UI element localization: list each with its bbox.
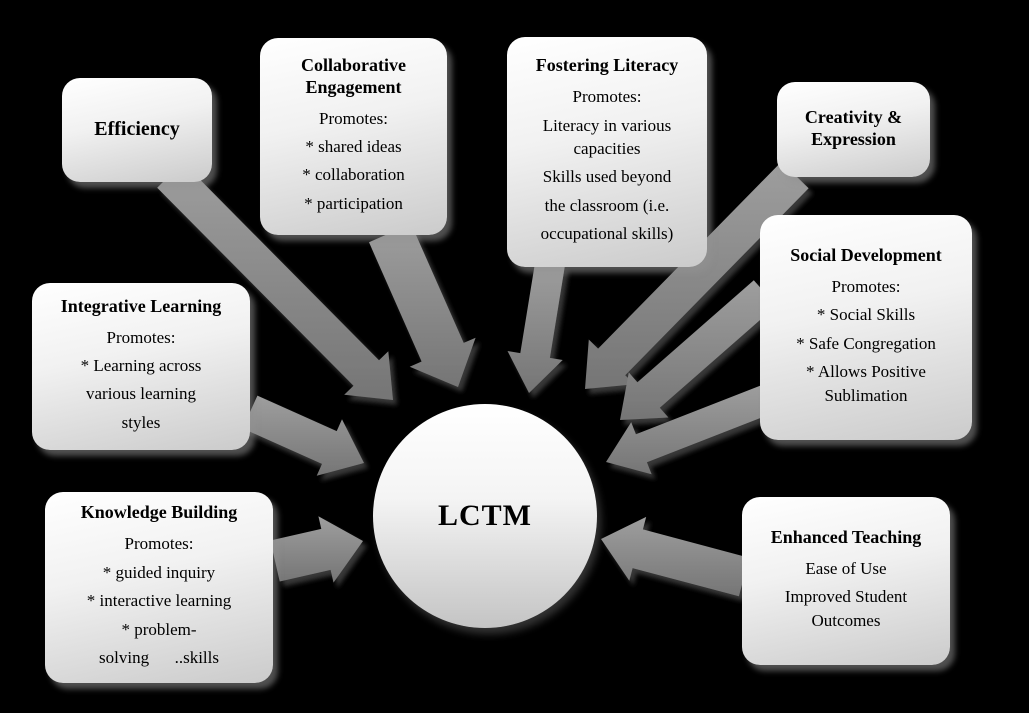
node-line: Skills used beyond bbox=[542, 167, 672, 187]
node-line: * shared ideas bbox=[305, 137, 402, 156]
node-title: Collaborative Engagement bbox=[301, 54, 406, 97]
node-enhanced-teaching bbox=[742, 497, 950, 665]
node-line: Improved Student Outcomes bbox=[784, 587, 908, 630]
node-lines bbox=[302, 102, 404, 221]
node-integrative-learning bbox=[32, 283, 250, 450]
node-title: Integrative Learning bbox=[60, 295, 222, 316]
central-node-label: LCTM bbox=[438, 499, 532, 532]
node-title: Creativity & Expression bbox=[804, 107, 903, 149]
node-title: Knowledge Building bbox=[80, 502, 238, 523]
node-line: * interactive learning bbox=[86, 591, 232, 611]
node-title: Enhanced Teaching bbox=[770, 526, 922, 547]
node-line: * problem- bbox=[121, 619, 197, 639]
node-lines bbox=[81, 321, 202, 440]
node-line: * Allows Positive Sublimation bbox=[806, 362, 926, 405]
node-line: various learning bbox=[86, 384, 196, 404]
node-line: Promotes: bbox=[124, 534, 194, 554]
node-line: * guided inquiry bbox=[102, 562, 216, 582]
arrow-from-knowledge-building bbox=[270, 516, 363, 582]
node-title: Efficiency bbox=[94, 118, 180, 141]
node-collaborative-engagement bbox=[260, 38, 447, 235]
node-line: styles bbox=[121, 412, 161, 432]
node-line: Promotes: bbox=[319, 108, 388, 128]
node-line: solving ..skills bbox=[99, 648, 219, 668]
node-line: Ease of Use bbox=[805, 558, 887, 578]
node-line: Promotes: bbox=[831, 276, 901, 296]
node-line: Promotes: bbox=[106, 327, 176, 347]
node-line: * Social Skills bbox=[816, 305, 916, 325]
node-lines bbox=[87, 527, 231, 674]
node-line: * participation bbox=[304, 193, 403, 213]
node-line: * Safe Congregation bbox=[796, 333, 936, 353]
node-lines bbox=[768, 270, 964, 412]
node-knowledge-building bbox=[45, 492, 273, 683]
node-social-development bbox=[760, 215, 972, 440]
node-line: * collaboration bbox=[302, 165, 405, 185]
arrow-from-integrative-learning bbox=[243, 396, 364, 476]
node-lines bbox=[515, 80, 699, 251]
node-title: Fostering Literacy bbox=[535, 55, 679, 76]
node-creativity-expression bbox=[777, 82, 930, 177]
node-title: Social Development bbox=[790, 244, 942, 265]
node-line: the classroom (i.e. bbox=[544, 195, 670, 215]
node-fostering-literacy bbox=[507, 37, 707, 267]
node-line: Literacy in various capacities bbox=[542, 115, 672, 159]
node-line: * Learning across bbox=[80, 356, 202, 376]
node-line: Promotes: bbox=[572, 87, 642, 107]
node-efficiency bbox=[62, 78, 212, 182]
node-line: occupational skills) bbox=[540, 224, 674, 244]
arrow-from-enhanced-teaching bbox=[601, 517, 749, 596]
arrow-from-fostering-literacy bbox=[508, 262, 565, 393]
node-lines bbox=[750, 552, 942, 637]
